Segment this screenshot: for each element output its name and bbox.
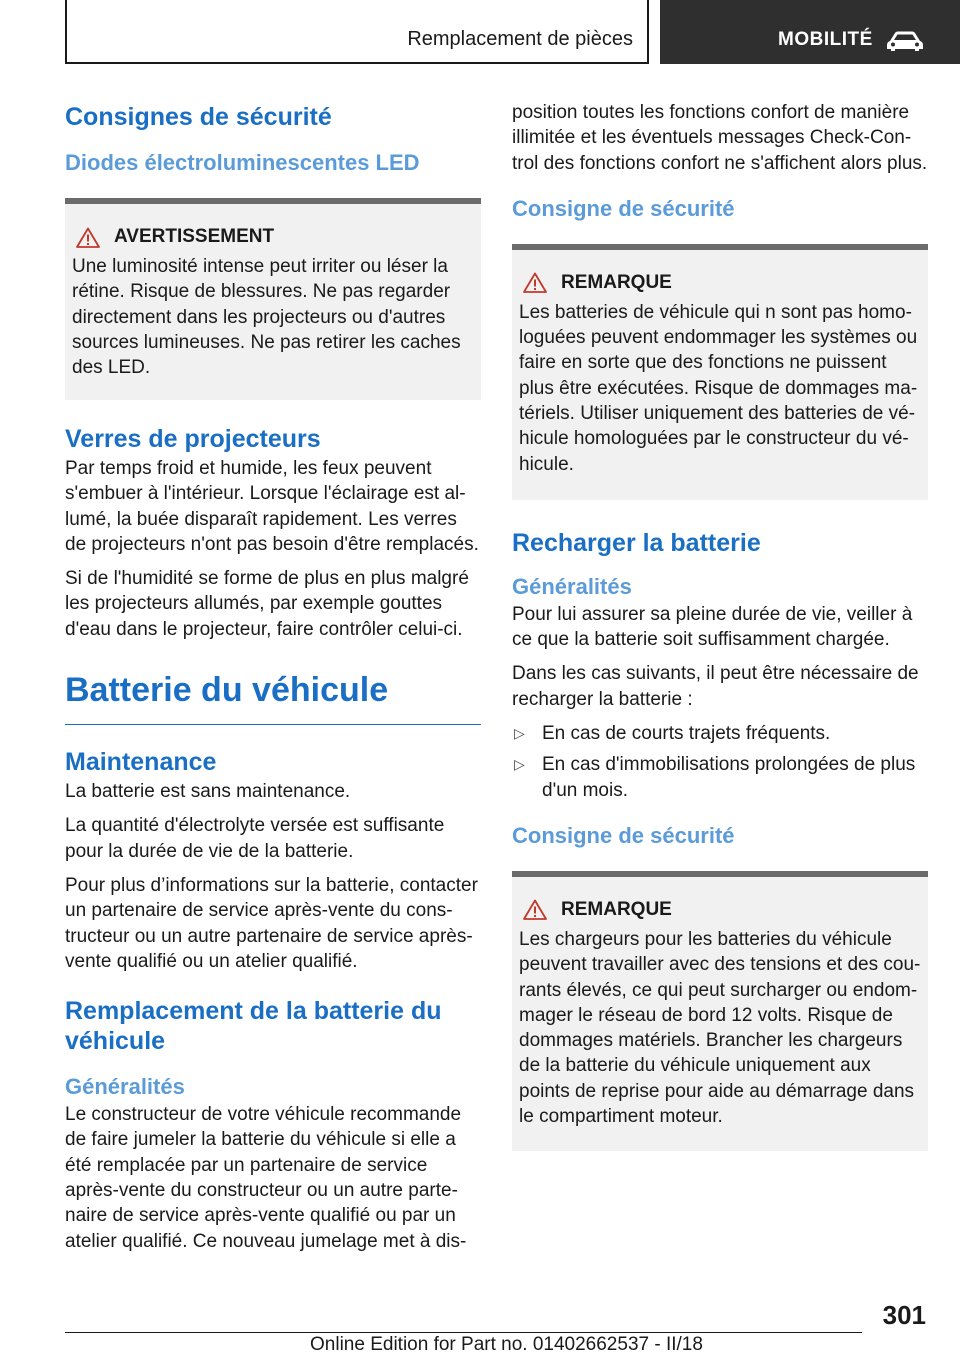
- header-section-box: [65, 0, 649, 64]
- triangle-bullet-icon: ▷: [514, 725, 525, 742]
- heading-headlight-lenses: Verres de projecteurs: [65, 425, 321, 453]
- warning-icon: [76, 227, 100, 248]
- heading-safety-instructions: Consignes de sécurité: [65, 103, 332, 131]
- paragraph-charge-1: Pour lui assurer sa pleine durée de vie, veiller à ce que la batterie soit suffisamment chargée.: [512, 603, 913, 651]
- paragraph-maintenance-2: La quantité d'électrolyte versée est suffisante pour la durée de vie de la batterie.: [65, 815, 445, 862]
- note-text-1: Les batteries de véhicule qui n sont pas homologuées peuvent endommager les systèmes ou faire en sorte que des fonctions ne puissent plus être exécutées. Risque de dommages matériels. Utiliser uniquement des batteries de véhicule homologuées par le constructeur du véhicule.: [519, 301, 918, 475]
- warning-icon: [523, 899, 547, 920]
- paragraph-maintenance-1: La batterie est sans maintenance.: [65, 781, 351, 803]
- paragraph-charge-2: Dans les cas suivants, il peut être nécessaire de recharger la batterie :: [512, 663, 919, 710]
- heading-vehicle-battery: Batterie du véhicule: [65, 671, 389, 710]
- warning-text: Une luminosité intense peut irriter ou léser la rétine. Risque de blessures. Ne pas regarder directement dans les projecteurs ou d'autres sources lumineuses. Ne pas retirer les caches des LED.: [72, 256, 461, 379]
- header-chapter-title: MOBILITÉ: [778, 29, 873, 50]
- chapter-divider: [65, 724, 481, 725]
- paragraph-lenses-2: Si de l'humidité se forme de plus en plus malgré les projecteurs allumés, par exemple gouttes d'eau dans le projecteur, faire contrôler celui-ci.: [65, 568, 469, 640]
- warning-box: [65, 198, 481, 400]
- note-box-2: [512, 871, 928, 1151]
- list-item: [512, 752, 928, 803]
- header-section-title: Remplacement de pièces: [407, 28, 633, 50]
- footer-edition: Online Edition for Part no. 01402662537 - II/18: [310, 1334, 703, 1355]
- heading-battery-replacement: Remplacement de la batterie du véhicule: [65, 997, 442, 1056]
- page-number: 301: [882, 1300, 926, 1330]
- list-item: [512, 721, 928, 746]
- car-icon: [886, 30, 924, 52]
- header-chapter-box: [660, 0, 960, 64]
- list-item-text: En cas de courts trajets fréquents.: [542, 723, 831, 745]
- heading-safety-1: Consigne de sécurité: [512, 195, 735, 221]
- warning-icon: [523, 272, 547, 293]
- footer-divider: [65, 1332, 862, 1333]
- note-text-2: Les chargeurs pour les batteries du véhicule peuvent travailler avec des tensions et des courants élevés, ce qui peut surcharger ou endommager le réseau de bord 12 volts. Risque de dommages matériels. Brancher les chargeurs de la batterie du véhicule uniquement aux points de reprise pour aide au démarrage dans le compartiment moteur.: [519, 928, 921, 1128]
- heading-general-right: Généralités: [512, 573, 632, 599]
- left-column: [65, 100, 481, 1263]
- heading-led: Diodes électroluminescentes LED: [65, 150, 420, 175]
- triangle-bullet-icon: ▷: [514, 756, 525, 773]
- heading-general-left: Généralités: [65, 1074, 185, 1100]
- note-box-1: [512, 244, 928, 500]
- paragraph-lenses-1: Par temps froid et humide, les feux peuvent s'embuer à l'intérieur. Lorsque l'éclairage est allumé, la buée disparaît rapidement. Les verres de projecteurs n'ont pas besoin d'être remplacés.: [65, 458, 479, 555]
- right-column: [512, 100, 928, 1151]
- paragraph-replacement: Le constructeur de votre véhicule recommande de faire jumeler la batterie du véhicule si elle a été remplacée par un partenaire de service après-vente du constructeur ou un autre partenaire de service après-vente qualifié ou par un atelier qualifié. Ce nouveau jumelage met à dis-: [65, 1104, 467, 1252]
- paragraph-continued: position toutes les fonctions confort de manière illimitée et les éventuels messages Check-Control des fonctions confort ne s'affichent alors plus.: [512, 102, 928, 174]
- paragraph-maintenance-3: Pour plus d’informations sur la batterie, contacter un partenaire de service après-vente du constructeur ou un autre partenaire de service après-vente qualifié ou un atelier qualifié.: [65, 874, 478, 972]
- list-item-text: En cas d'immobilisations prolongées de plus d'un mois.: [542, 754, 916, 801]
- note-label-2: REMARQUE: [561, 898, 672, 920]
- heading-maintenance: Maintenance: [65, 748, 217, 777]
- heading-recharge-battery: Recharger la batterie: [512, 528, 761, 557]
- heading-safety-2: Consigne de sécurité: [512, 822, 735, 848]
- warning-label: AVERTISSEMENT: [114, 226, 275, 247]
- note-label-1: REMARQUE: [561, 271, 672, 293]
